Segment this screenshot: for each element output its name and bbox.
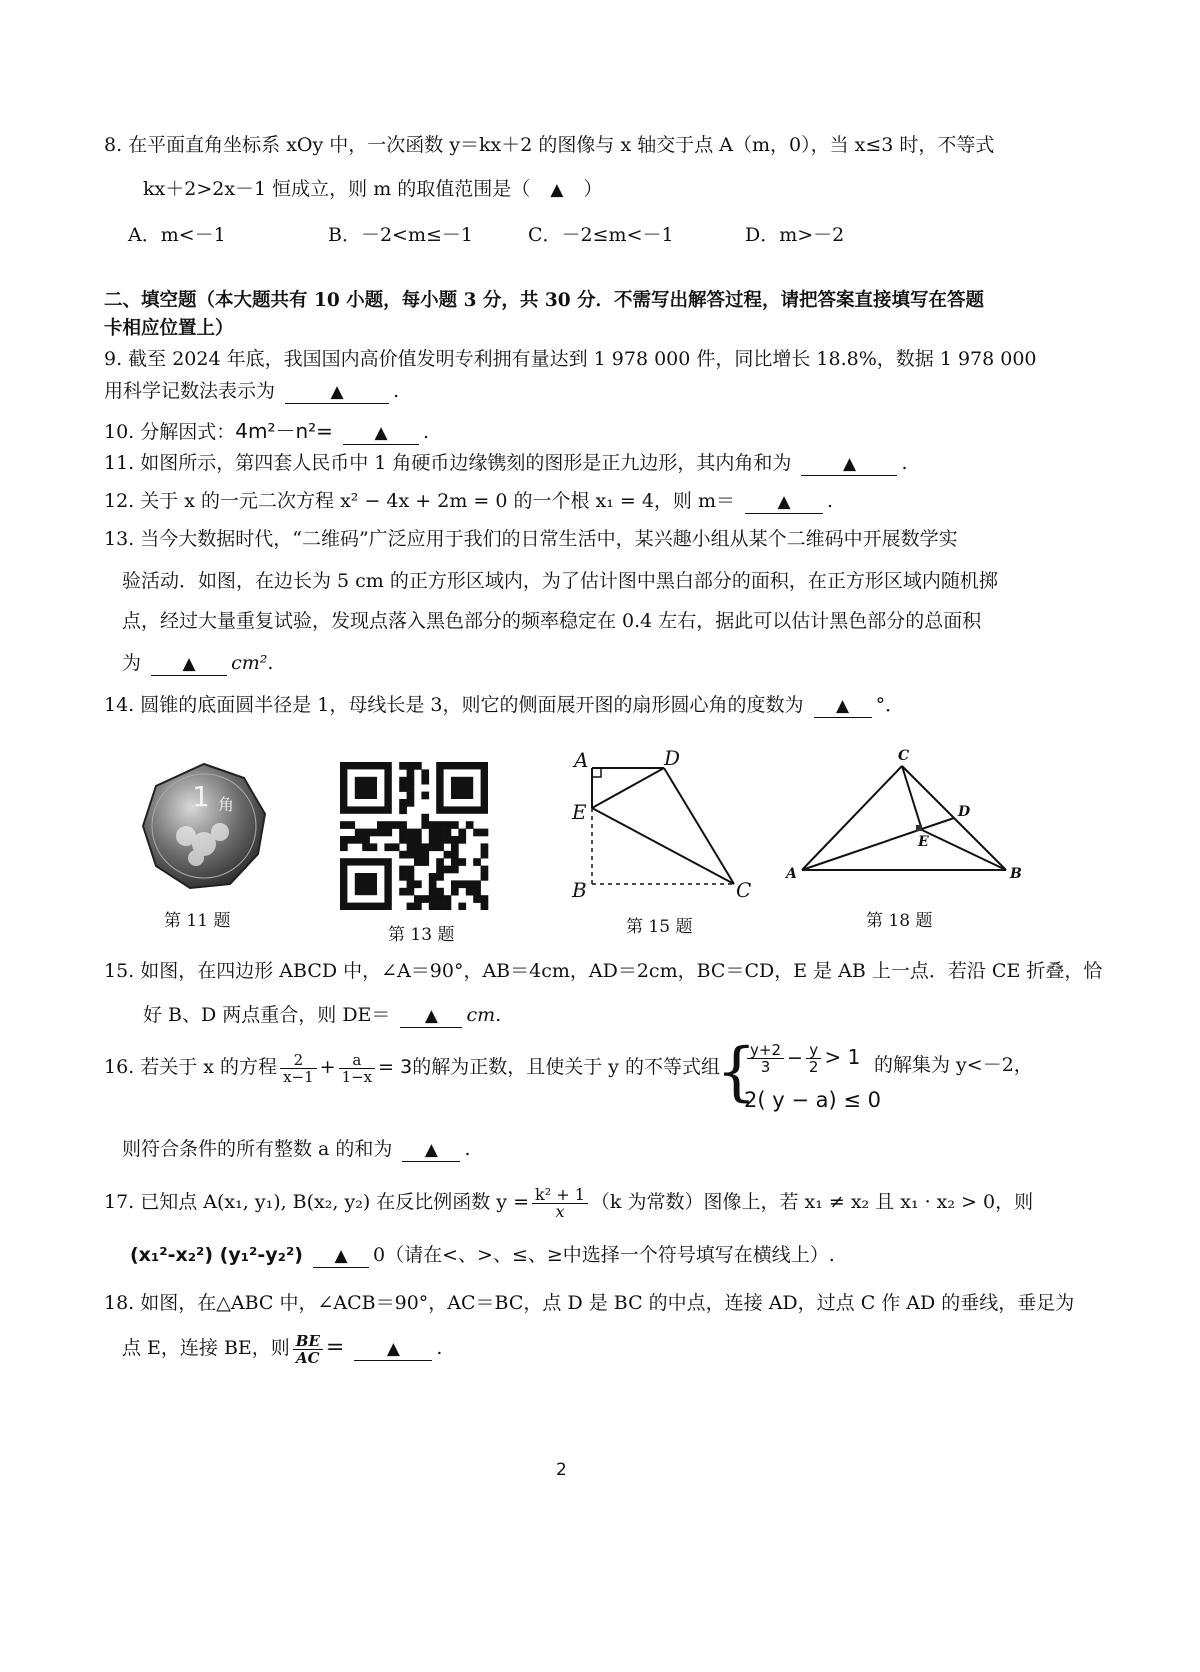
frac-denominator: x−1 — [283, 1067, 314, 1086]
q13-line4-pre: 为 — [122, 652, 142, 674]
fig15-caption: 第 15 题 — [626, 917, 693, 937]
q16-line2 — [122, 1136, 471, 1162]
q11-line — [104, 450, 908, 476]
q8-line2-pre: kx＋2>2x－1 恒成立，则 m 的取值范围是（ — [143, 178, 531, 200]
q16-post: 的解集为 y<－2， — [874, 1054, 1033, 1076]
sys-minus: − — [787, 1047, 803, 1069]
q16-line2-post: . — [464, 1138, 471, 1160]
q8-line1: 8. 在平面直角坐标系 xOy 中，一次函数 y＝kx＋2 的图像与 x 轴交于点 A（m，0），当 x≤3 时，不等式 — [104, 134, 995, 156]
coin-figure — [140, 762, 268, 890]
section2-heading-line1: 二、填空题（本大题共有 10 小题，每小题 3 分，共 30 分．不需写出解答过程，请把答案直接填写在答题 — [104, 290, 985, 311]
q18-line1: 18. 如图，在△ABC 中，∠ACB＝90°，AC＝BC，点 D 是 BC 的中点，连接 AD，过点 C 作 AD 的垂线，垂足为 — [104, 1292, 1075, 1314]
figure-18 — [784, 746, 1024, 886]
q16-line1 — [104, 1048, 720, 1086]
frac-numerator: y+2 — [747, 1042, 784, 1059]
frac-numerator: a — [339, 1052, 376, 1069]
answer-mark: ▲ — [330, 382, 344, 402]
frac-numerator: y — [806, 1042, 822, 1059]
frac-numerator: BE — [293, 1333, 323, 1350]
answer-mark: ▲ — [550, 180, 564, 200]
label-b: B — [572, 878, 587, 902]
answer-blank — [313, 1244, 369, 1268]
label-a: A — [786, 866, 797, 882]
triangle-diagram — [784, 746, 1024, 886]
frac-denominator: x — [555, 1201, 565, 1221]
q9-line1: 9. 截至 2024 年底，我国国内高价值发明专利拥有量达到 1 978 000 件，同比增长 18.8%，数据 1 978 000 — [104, 348, 1037, 370]
answer-blank — [343, 421, 419, 445]
q15-line2 — [143, 1002, 501, 1028]
fig18-caption: 第 18 题 — [866, 911, 933, 931]
q17-line2 — [130, 1242, 835, 1268]
q11-pre: 11. 如图所示，第四套人民币中 1 角硬币边缘镌刻的图形是正九边形，其内角和为 — [104, 452, 792, 474]
q10-post: . — [423, 421, 430, 443]
answer-blank — [745, 490, 823, 514]
q8-option-d: D．m>－2 — [745, 224, 845, 246]
sys-frac-a — [747, 1042, 784, 1075]
label-d: D — [958, 804, 971, 820]
system-row-2: 2( y − a) ≤ 0 — [744, 1088, 881, 1112]
coin-text: 角 — [218, 795, 235, 814]
answer-blank — [402, 1138, 460, 1162]
section2-heading-line2: 卡相应位置上） — [104, 318, 234, 339]
answer-mark: ▲ — [424, 1140, 438, 1160]
q16-frac2 — [339, 1052, 376, 1085]
answer-mark: ▲ — [836, 696, 850, 716]
answer-mark: ▲ — [386, 1339, 400, 1359]
q12-pre: 12. 关于 x 的一元二次方程 x² − 4x + 2m = 0 的一个根 x₁ = 4，则 m＝ — [104, 490, 735, 512]
q17-line1 — [104, 1180, 1033, 1224]
q13-unit: cm². — [231, 652, 274, 674]
q16-eq3: = 3 — [378, 1056, 413, 1078]
q11-post: . — [901, 452, 908, 474]
q10-line — [104, 418, 429, 445]
answer-mark: ▲ — [777, 492, 791, 512]
q17-post: （k 为常数）图像上，若 x₁ ≠ x₂ 且 x₁ · x₂ > 0，则 — [590, 1191, 1034, 1213]
q8-option-a: A．m<－1 — [128, 224, 226, 246]
q15-line2-pre: 好 B、D 两点重合，则 DE＝ — [143, 1004, 391, 1026]
answer-blank — [354, 1337, 432, 1361]
q16-mid: 的解为正数，且使关于 y 的不等式组 — [412, 1056, 721, 1078]
q12-post: . — [827, 490, 834, 512]
q14-post: °． — [875, 694, 905, 716]
frac-denominator: 2 — [808, 1058, 819, 1076]
q16-plus: + — [319, 1056, 336, 1078]
frac-denominator: AC — [296, 1348, 320, 1367]
q13-line1: 13. 当今大数据时代，“二维码”广泛应用于我们的日常生活中，某兴趣小组从某个二维码中开展数学实 — [104, 528, 958, 550]
q13-line3: 点，经过大量重复试验，发现点落入黑色部分的频率稳定在 0.4 左右，据此可以估计黑色部分的总面积 — [122, 610, 982, 632]
q12-line — [104, 488, 833, 514]
q17-frac — [532, 1184, 588, 1221]
answer-blank — [400, 1004, 462, 1028]
label-d: D — [664, 746, 681, 770]
coin-caption: 第 11 题 — [164, 911, 231, 931]
qr-code-figure — [340, 762, 492, 910]
q18-line2 — [122, 1330, 442, 1366]
q18-line2-pre: 点 E，连接 BE，则 — [122, 1337, 290, 1359]
q16-frac1 — [280, 1052, 317, 1085]
q8-line2-post: ） — [583, 178, 603, 200]
label-e: E — [918, 834, 929, 850]
frac-numerator: 2 — [280, 1052, 317, 1069]
frac-numerator: k² + 1 — [532, 1187, 588, 1204]
q8-option-c: C．－2≤m<－1 — [528, 224, 674, 246]
answer-mark: ▲ — [374, 423, 388, 443]
q10-pre: 10. 分解因式： — [104, 421, 236, 443]
answer-mark: ▲ — [424, 1006, 438, 1026]
label-b: B — [1010, 866, 1022, 882]
q15-line1: 15. 如图，在四边形 ABCD 中，∠A＝90°，AB＝4cm，AD＝2cm，BC＝CD，E 是 AB 上一点．若沿 CE 折叠，恰 — [104, 960, 1103, 982]
q8-line2 — [143, 176, 602, 203]
q16-pre: 16. 若关于 x 的方程 — [104, 1056, 278, 1078]
frac-denominator: 3 — [760, 1058, 771, 1076]
qr-caption: 第 13 题 — [388, 925, 455, 945]
q14-pre: 14. 圆锥的底面圆半径是 1，母线长是 3，则它的侧面展开图的扇形圆心角的度数为 — [104, 694, 804, 716]
system-row-1 — [744, 1042, 860, 1075]
coin-digit: 1 — [192, 780, 210, 813]
label-a: A — [574, 748, 589, 772]
q9-line2-pre: 用科学记数法表示为 — [104, 380, 276, 402]
answer-blank — [285, 380, 389, 404]
page-number: 2 — [556, 1460, 567, 1480]
answer-blank — [151, 652, 227, 676]
q18-line2-post: . — [436, 1337, 443, 1359]
label-c: C — [898, 748, 910, 764]
answer-blank — [801, 452, 897, 476]
q15-unit: cm. — [466, 1004, 502, 1026]
figure-15 — [566, 744, 766, 904]
q8-option-b: B．－2<m≤－1 — [328, 224, 473, 246]
frac-denominator: 1−x — [341, 1067, 373, 1086]
label-c: C — [736, 878, 752, 902]
answer-mark: ▲ — [842, 454, 857, 474]
answer-mark: ▲ — [182, 654, 196, 674]
q9-line2 — [104, 378, 399, 404]
q9-line2-post: . — [393, 380, 400, 402]
system-brace: { — [716, 1035, 757, 1109]
q13-line4 — [122, 650, 273, 676]
sys-rhs: > 1 — [824, 1045, 861, 1069]
q17-expression: (x₁²-x₂²) (y₁²-y₂²) — [130, 1244, 303, 1266]
q14-line — [104, 692, 904, 718]
q13-line2: 验活动．如图，在边长为 5 cm 的正方形区域内，为了估计图中黑白部分的面积，在正方形区域内随机掷 — [122, 570, 998, 592]
answer-mark: ▲ — [334, 1246, 348, 1266]
q17-line2-post: 0（请在<、>、≤、≥中选择一个符号填写在横线上）. — [373, 1244, 835, 1266]
q16-line2-pre: 则符合条件的所有整数 a 的和为 — [122, 1138, 393, 1160]
q18-frac — [293, 1333, 323, 1366]
sys-frac-b — [806, 1042, 822, 1075]
qr-code-icon — [340, 762, 492, 910]
q10-expression: 4m²－n²= — [235, 419, 333, 443]
answer-blank — [814, 694, 872, 718]
label-e: E — [572, 800, 587, 824]
q18-eq: = — [325, 1335, 345, 1360]
q17-pre: 17. 已知点 A(x₁, y₁), B(x₂, y₂) 在反比例函数 y = — [104, 1191, 530, 1213]
